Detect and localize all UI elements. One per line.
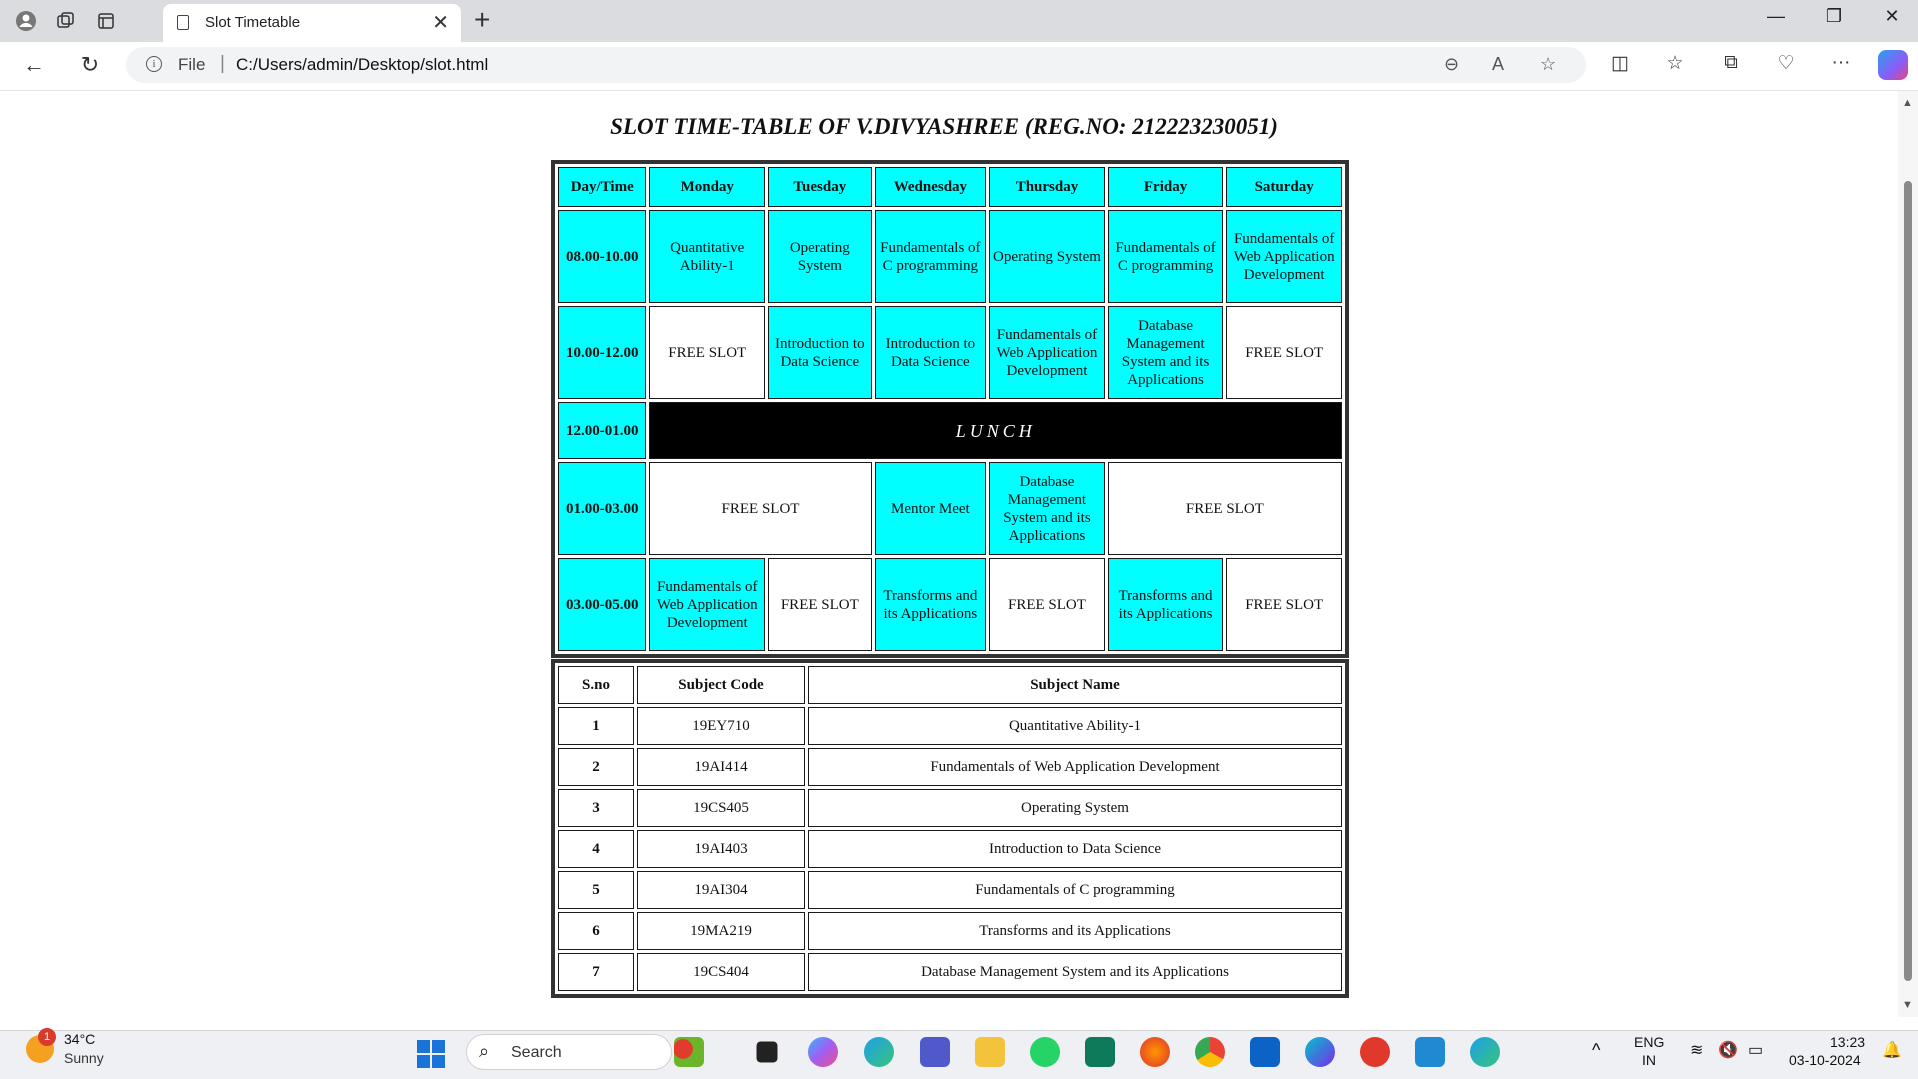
code-cell: 19CS405 <box>637 789 805 827</box>
clock-time[interactable]: 13:23 <box>1830 1034 1866 1050</box>
scroll-down-icon[interactable]: ▼ <box>1902 999 1913 1011</box>
restore-button[interactable]: ❐ <box>1825 6 1843 26</box>
slot-cell: Operating System <box>768 210 872 303</box>
firefox-icon[interactable] <box>1140 1037 1170 1067</box>
sno-cell: 3 <box>558 789 634 827</box>
power-automate-icon[interactable] <box>1085 1037 1115 1067</box>
free-slot-cell: FREE SLOT <box>1108 462 1342 555</box>
free-slot-cell: FREE SLOT <box>1226 306 1342 399</box>
name-cell: Introduction to Data Science <box>808 830 1342 868</box>
file-explorer-icon[interactable] <box>975 1037 1005 1067</box>
table-row <box>558 953 1342 991</box>
time-slot: 01.00-03.00 <box>558 462 646 555</box>
code-cell: 19MA219 <box>637 912 805 950</box>
vscode-icon[interactable] <box>1415 1037 1445 1067</box>
wifi-icon[interactable]: ≋ <box>1690 1042 1704 1059</box>
omnibox[interactable] <box>126 47 1586 83</box>
timetable-row <box>558 306 1342 399</box>
close-tab-icon[interactable]: ✕ <box>432 12 449 34</box>
slot-cell: Introduction to Data Science <box>768 306 872 399</box>
taskbar-search[interactable] <box>466 1034 672 1070</box>
header-tuesday: Tuesday <box>768 167 872 207</box>
free-slot-cell: FREE SLOT <box>768 558 872 651</box>
header-friday: Friday <box>1108 167 1224 207</box>
code-cell: 19AI414 <box>637 748 805 786</box>
timetable-row <box>558 558 1342 651</box>
timetable <box>551 160 1349 658</box>
name-cell: Fundamentals of C programming <box>808 871 1342 909</box>
name-cell: Fundamentals of Web Application Development <box>808 748 1342 786</box>
slot-cell: Mentor Meet <box>875 462 987 555</box>
favorites-icon[interactable]: ☆ <box>1666 53 1684 74</box>
info-icon[interactable]: i <box>146 56 162 72</box>
search-label: Search <box>511 1044 562 1061</box>
timetable-row <box>558 210 1342 303</box>
zoom-out-icon[interactable]: ⊖ <box>1444 54 1460 74</box>
table-row <box>558 912 1342 950</box>
free-slot-cell: FREE SLOT <box>989 558 1105 651</box>
weather-badge: 1 <box>38 1028 56 1046</box>
copilot-app-icon[interactable] <box>808 1037 838 1067</box>
address-scheme: File <box>178 55 206 74</box>
store-icon[interactable] <box>1250 1037 1280 1067</box>
time-slot: 08.00-10.00 <box>558 210 646 303</box>
notifications-bell-icon[interactable]: 🔔 <box>1882 1042 1902 1059</box>
name-cell: Transforms and its Applications <box>808 912 1342 950</box>
code-cell: 19CS404 <box>637 953 805 991</box>
code-cell: 19AI403 <box>637 830 805 868</box>
more-menu-icon[interactable]: ··· <box>1831 52 1851 73</box>
slot-cell: Transforms and its Applications <box>875 558 987 651</box>
timetable-row <box>558 462 1342 555</box>
header-wednesday: Wednesday <box>875 167 987 207</box>
clock-date[interactable]: 03-10-2024 <box>1789 1052 1861 1068</box>
back-icon[interactable]: ← <box>23 52 45 77</box>
scroll-up-icon[interactable]: ▲ <box>1902 97 1913 109</box>
language-bottom[interactable]: IN <box>1642 1052 1656 1068</box>
header-monday: Monday <box>649 167 765 207</box>
split-screen-icon[interactable]: ◫ <box>1611 53 1629 74</box>
header-thursday: Thursday <box>989 167 1105 207</box>
header-subject-name: Subject Name <box>808 666 1342 704</box>
edge-active-icon[interactable] <box>1470 1037 1500 1067</box>
table-row <box>558 789 1342 827</box>
wps-office-icon[interactable] <box>1360 1037 1390 1067</box>
slot-cell: Quantitative Ability-1 <box>649 210 765 303</box>
slot-cell: Fundamentals of C programming <box>1108 210 1224 303</box>
name-cell: Quantitative Ability-1 <box>808 707 1342 745</box>
slot-cell: Operating System <box>989 210 1105 303</box>
fruit-app-icon[interactable] <box>674 1037 704 1067</box>
chrome-icon[interactable] <box>1195 1037 1225 1067</box>
tab-slot-timetable[interactable] <box>163 4 461 42</box>
workspaces-icon[interactable] <box>52 8 80 34</box>
name-cell: Operating System <box>808 789 1342 827</box>
taskbar <box>0 1030 1918 1079</box>
timetable-header-row <box>558 167 1342 207</box>
browser-essentials-icon[interactable]: ♡ <box>1777 53 1795 74</box>
refresh-icon[interactable]: ↻ <box>80 52 100 77</box>
weather-condition[interactable]: Sunny <box>64 1050 104 1066</box>
sno-cell: 4 <box>558 830 634 868</box>
table-row <box>558 830 1342 868</box>
header-subject-code: Subject Code <box>637 666 805 704</box>
windows-start-icon[interactable] <box>417 1040 445 1068</box>
tab-title: Slot Timetable <box>205 14 301 31</box>
slot-cell: Fundamentals of Web Application Development <box>1226 210 1342 303</box>
sno-cell: 7 <box>558 953 634 991</box>
language-top[interactable]: ENG <box>1634 1034 1665 1050</box>
time-slot: 10.00-12.00 <box>558 306 646 399</box>
sno-cell: 5 <box>558 871 634 909</box>
free-slot-cell: FREE SLOT <box>649 462 871 555</box>
canva-icon[interactable] <box>1305 1037 1335 1067</box>
lunch-cell: LUNCH <box>649 402 1342 459</box>
free-slot-cell: FREE SLOT <box>649 306 765 399</box>
collections-icon[interactable]: ⧉ <box>1724 52 1738 73</box>
subjects-table <box>551 659 1349 998</box>
minimize-button[interactable]: — <box>1767 6 1785 26</box>
slot-cell: Introduction to Data Science <box>875 306 987 399</box>
weather-temperature[interactable]: 34°C <box>64 1031 96 1047</box>
table-row <box>558 748 1342 786</box>
code-cell: 19AI304 <box>637 871 805 909</box>
show-hidden-icons[interactable]: ^ <box>1592 1040 1601 1060</box>
terminal-icon[interactable] <box>757 1042 778 1063</box>
favorite-star-icon[interactable]: ☆ <box>1540 54 1557 74</box>
slot-cell: Transforms and its Applications <box>1108 558 1224 651</box>
table-row <box>558 707 1342 745</box>
slot-cell: Database Management System and its Applications <box>1108 306 1224 399</box>
timetable-row-lunch <box>558 402 1342 459</box>
code-cell: 19EY710 <box>637 707 805 745</box>
subjects-header-row <box>558 666 1342 704</box>
tab-bar <box>0 0 1918 42</box>
slot-cell: Database Management System and its Applications <box>989 462 1105 555</box>
sno-cell: 6 <box>558 912 634 950</box>
slot-cell: Fundamentals of Web Application Development <box>989 306 1105 399</box>
page-title: SLOT TIME-TABLE OF V.DIVYASHREE (REG.NO: 212223230051) <box>610 114 1278 139</box>
search-icon: ⌕ <box>479 1041 490 1061</box>
profile-icon[interactable] <box>12 8 40 34</box>
whatsapp-icon[interactable] <box>1030 1037 1060 1067</box>
battery-icon[interactable]: ▭ <box>1748 1042 1764 1059</box>
name-cell: Database Management System and its Applications <box>808 953 1342 991</box>
close-window-button[interactable]: ✕ <box>1884 6 1900 26</box>
address-url[interactable]: C:/Users/admin/Desktop/slot.html <box>236 55 489 74</box>
address-separator: | <box>220 53 225 74</box>
scroll-thumb[interactable] <box>1904 181 1912 981</box>
sno-cell: 2 <box>558 748 634 786</box>
volume-muted-icon[interactable]: 🔇 <box>1718 1042 1738 1059</box>
slot-cell: Fundamentals of C programming <box>875 210 987 303</box>
read-aloud-icon[interactable]: A <box>1492 54 1505 74</box>
slot-cell: Fundamentals of Web Application Development <box>649 558 765 651</box>
edge-icon[interactable] <box>864 1037 894 1067</box>
header-saturday: Saturday <box>1226 167 1342 207</box>
copilot-icon[interactable] <box>1878 50 1908 80</box>
free-slot-cell: FREE SLOT <box>1226 558 1342 651</box>
header-day-time: Day/Time <box>558 167 646 207</box>
sno-cell: 1 <box>558 707 634 745</box>
vertical-scrollbar[interactable] <box>1898 91 1918 1017</box>
tab-actions-icon[interactable] <box>92 8 120 34</box>
new-tab-button[interactable]: + <box>474 4 491 35</box>
header-sno: S.no <box>558 666 634 704</box>
time-slot: 12.00-01.00 <box>558 402 646 459</box>
address-bar <box>0 42 1918 91</box>
page-icon <box>177 15 189 30</box>
table-row <box>558 871 1342 909</box>
time-slot: 03.00-05.00 <box>558 558 646 651</box>
teams-icon[interactable] <box>920 1037 950 1067</box>
